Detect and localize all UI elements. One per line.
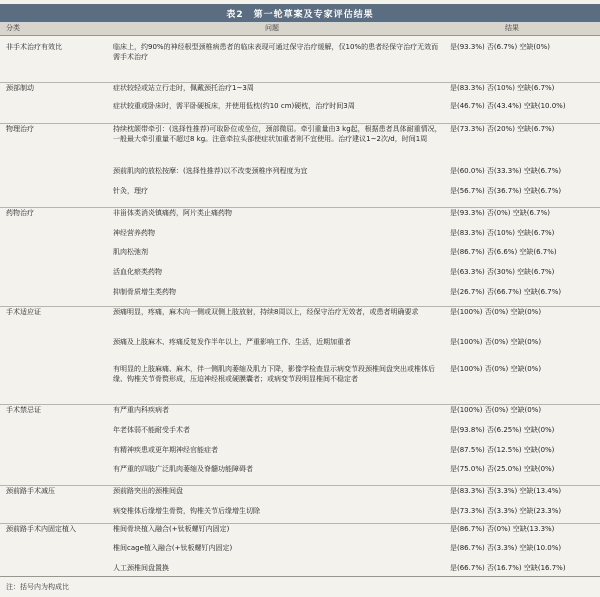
table-row <box>0 485 600 495</box>
row-result: 是(56.7%) 否(36.7%) 空缺(6.7%) <box>450 187 562 195</box>
row-result: 是(73.3%) 否(20%) 空缺(6.7%) <box>450 125 555 133</box>
row-question: 有明显的上肢麻痛、麻木，伴一侧肌肉萎缩及肌力下降，影像学检查显示病变节段颈椎间盘突出或椎体后缘、钩椎关节骨赘形成，压迫神经根或硬膜囊者；或病变节段明显椎间不稳定者 <box>113 365 435 383</box>
row-result: 是(60.0%) 否(33.3%) 空缺(6.7%) <box>450 167 562 175</box>
row-question: 有精神疾患或更年期神经官能症者 <box>113 446 218 454</box>
table-number: 表2 <box>226 9 244 20</box>
row-question: 人工颈椎间盘置换 <box>113 564 169 572</box>
table-bottom-rule <box>0 576 600 577</box>
row-category: 颈前路手术减压 <box>6 487 55 495</box>
row-question: 临床上，约90%的神经根型颈椎病患者的临床表现可通过保守治疗缓解，仅10%的患者经保守治疗无效而需手术治疗 <box>113 43 439 61</box>
row-result: 是(83.3%) 否(10%) 空缺(6.7%) <box>450 229 555 237</box>
row-result: 是(100%) 否(0%) 空缺(0%) <box>450 406 542 414</box>
table-row <box>0 123 600 143</box>
row-question: 有严重内科疾病者 <box>113 406 169 414</box>
row-question: 颈前肌肉的放松按摩：(选择性推荐)以不改变颈椎序列程度为宜 <box>113 167 308 175</box>
row-question: 颈痛明显，疼痛，麻木向一侧或双侧上肢放射，持续8周以上，经保守治疗无效者，或患者明确要求 <box>113 308 419 316</box>
row-result: 是(86.7%) 否(6.6%) 空缺(6.7%) <box>450 248 557 256</box>
table-note: 注：括号内为构成比 <box>6 583 69 591</box>
table-title-bar <box>0 4 600 22</box>
row-question: 病变椎体后缘增生骨赘，钩椎关节后缘增生切除 <box>113 507 260 515</box>
row-result: 是(87.5%) 否(12.5%) 空缺(0%) <box>450 446 555 454</box>
row-question: 抑制骨质增生类药物 <box>113 288 176 296</box>
row-result: 是(93.3%) 否(6.7%) 空缺(0%) <box>450 43 550 51</box>
row-category: 颈前路手术内固定植入 <box>6 525 76 533</box>
row-question: 颈前路突出的颈椎间盘 <box>113 487 183 495</box>
row-result: 是(93.8%) 否(6.25%) 空缺(0%) <box>450 426 555 434</box>
row-category: 物理治疗 <box>6 125 34 133</box>
row-result: 是(86.7%) 否(0%) 空缺(13.3%) <box>450 525 555 533</box>
table-row <box>0 82 600 92</box>
table-row <box>0 523 600 533</box>
row-question: 肌肉松弛剂 <box>113 248 148 256</box>
row-question: 症状较重或卧床时，需平卧硬板床，并使用低枕(约10 cm)硬枕，治疗时间3周 <box>113 102 355 110</box>
row-result: 是(73.3%) 否(3.3%) 空缺(23.3%) <box>450 507 562 515</box>
header-result: 结果 <box>505 24 519 32</box>
row-result: 是(63.3%) 否(30%) 空缺(6.7%) <box>450 268 555 276</box>
row-category: 颈部制动 <box>6 84 34 92</box>
row-category: 手术禁忌证 <box>6 406 41 414</box>
row-question: 颈痛及上肢麻木、疼痛反复发作半年以上，严重影响工作、生活，近期加重者 <box>113 338 351 346</box>
row-result: 是(83.3%) 否(10%) 空缺(6.7%) <box>450 84 555 92</box>
row-result: 是(83.3%) 否(3.3%) 空缺(13.4%) <box>450 487 562 495</box>
table-row <box>0 207 600 217</box>
row-category: 非手术治疗有效比 <box>6 43 62 51</box>
row-question: 年老体弱不能耐受手术者 <box>113 426 190 434</box>
row-question: 有严重的四肢广泛肌肉萎缩及脊髓功能障碍者 <box>113 465 253 473</box>
row-question: 椎间骨块植入融合(+钛板螺钉内固定) <box>113 525 230 533</box>
row-result: 是(66.7%) 否(16.7%) 空缺(16.7%) <box>450 564 566 572</box>
row-result: 是(100%) 否(0%) 空缺(0%) <box>450 338 542 346</box>
row-question: 非甾体类消炎镇痛药，阿片类止痛药物 <box>113 209 232 217</box>
table-row <box>0 404 600 414</box>
row-question: 症状较轻或站立行走时，佩戴颈托治疗1~3周 <box>113 84 254 92</box>
row-result: 是(93.3%) 否(0%) 空缺(6.7%) <box>450 209 550 217</box>
table-title: 第一轮草案及专家评估结果 <box>253 9 374 20</box>
row-result: 是(100%) 否(0%) 空缺(0%) <box>450 365 542 373</box>
row-question: 神经营养药物 <box>113 229 155 237</box>
row-result: 是(86.7%) 否(3.3%) 空缺(10.0%) <box>450 544 562 552</box>
header-category: 分类 <box>6 24 20 32</box>
row-question: 针灸，理疗 <box>113 187 148 195</box>
row-question: 持续枕颌带牵引：(选择性推荐)可取卧位或坐位，颈部微屈。牵引重量由3 kg起，根据患者具体耐重情况，一般最大牵引重量不超过8 kg。注意牵拉头部使症状加重者则不宜使用。治疗建议1~2次/d，时间1周 <box>113 125 442 143</box>
row-result: 是(26.7%) 否(66.7%) 空缺(6.7%) <box>450 288 562 296</box>
row-result: 是(75.0%) 否(25.0%) 空缺(0%) <box>450 465 555 473</box>
header-question: 问题 <box>265 24 279 32</box>
row-question: 活血化瘀类药物 <box>113 268 162 276</box>
row-result: 是(100%) 否(0%) 空缺(0%) <box>450 308 542 316</box>
row-question: 椎间cage植入融合(+钛板螺钉内固定) <box>113 544 233 552</box>
row-category: 药物治疗 <box>6 209 34 217</box>
row-result: 是(46.7%) 否(43.4%) 空缺(10.0%) <box>450 102 566 110</box>
table-header <box>0 22 600 36</box>
row-category: 手术适应证 <box>6 308 41 316</box>
table-row <box>0 306 600 316</box>
